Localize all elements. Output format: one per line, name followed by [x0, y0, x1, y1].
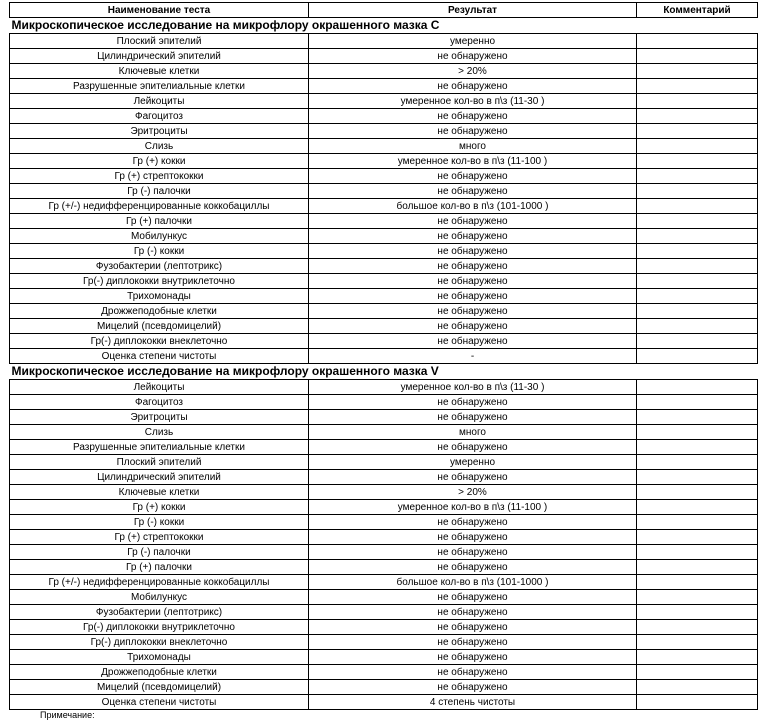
table-row [10, 154, 758, 169]
result-cell: не обнаружено [309, 169, 637, 184]
result-cell: не обнаружено [309, 545, 637, 560]
section-title: Микроскопическое исследование на микрофлору окрашенного мазка V [10, 364, 758, 380]
table-row [10, 124, 758, 139]
table-row [10, 79, 758, 94]
table-row [10, 94, 758, 109]
comment-cell [637, 109, 758, 124]
test-name-cell: Гр(-) диплококки внеклеточно [10, 334, 309, 349]
comment-cell [637, 395, 758, 410]
test-name-cell: Трихомонады [10, 289, 309, 304]
table-row [10, 665, 758, 680]
result-cell: не обнаружено [309, 440, 637, 455]
result-cell: не обнаружено [309, 590, 637, 605]
result-cell: не обнаружено [309, 530, 637, 545]
result-cell: умеренное кол-во в п\з (11-30 ) [309, 94, 637, 109]
header-result: Результат [309, 3, 637, 18]
test-name-cell: Цилиндрический эпителий [10, 470, 309, 485]
result-cell: не обнаружено [309, 605, 637, 620]
table-row [10, 395, 758, 410]
result-cell: не обнаружено [309, 304, 637, 319]
test-name-cell: Слизь [10, 425, 309, 440]
table-row [10, 259, 758, 274]
result-cell: не обнаружено [309, 319, 637, 334]
test-name-cell: Ключевые клетки [10, 64, 309, 79]
result-cell: не обнаружено [309, 244, 637, 259]
test-name-cell: Ключевые клетки [10, 485, 309, 500]
result-cell: не обнаружено [309, 184, 637, 199]
result-cell: умеренно [309, 455, 637, 470]
test-name-cell: Разрушенные эпителиальные клетки [10, 79, 309, 94]
comment-cell [637, 470, 758, 485]
test-name-cell: Оценка степени чистоты [10, 349, 309, 364]
table-row [10, 289, 758, 304]
result-cell: не обнаружено [309, 124, 637, 139]
test-name-cell: Эритроциты [10, 124, 309, 139]
test-name-cell: Гр(-) диплококки внутриклеточно [10, 620, 309, 635]
test-name-cell: Гр (+) стрептококки [10, 169, 309, 184]
comment-cell [637, 334, 758, 349]
table-row [10, 34, 758, 49]
result-cell: много [309, 425, 637, 440]
result-cell: не обнаружено [309, 410, 637, 425]
comment-cell [637, 425, 758, 440]
table-row [10, 575, 758, 590]
test-name-cell: Гр (+) палочки [10, 560, 309, 575]
table-row [10, 500, 758, 515]
test-name-cell: Гр (+) палочки [10, 214, 309, 229]
table-row [10, 620, 758, 635]
comment-cell [637, 575, 758, 590]
comment-cell [637, 244, 758, 259]
test-name-cell: Разрушенные эпителиальные клетки [10, 440, 309, 455]
table-row [10, 169, 758, 184]
result-cell: большое кол-во в п\з (101-1000 ) [309, 199, 637, 214]
table-row [10, 515, 758, 530]
table-row [10, 695, 758, 710]
test-name-cell: Гр(-) диплококки внеклеточно [10, 635, 309, 650]
result-cell: умеренное кол-во в п\з (11-30 ) [309, 380, 637, 395]
comment-cell [637, 680, 758, 695]
result-cell: не обнаружено [309, 79, 637, 94]
result-cell: не обнаружено [309, 395, 637, 410]
test-name-cell: Гр (-) кокки [10, 515, 309, 530]
comment-cell [637, 184, 758, 199]
table-row [10, 470, 758, 485]
comment-cell [637, 154, 758, 169]
test-name-cell: Лейкоциты [10, 380, 309, 395]
table-row [10, 349, 758, 364]
result-cell: не обнаружено [309, 635, 637, 650]
comment-cell [637, 500, 758, 515]
comment-cell [637, 635, 758, 650]
section-title: Микроскопическое исследование на микрофлору окрашенного мазка C [10, 18, 758, 34]
comment-cell [637, 485, 758, 500]
test-name-cell: Дрожжеподобные клетки [10, 665, 309, 680]
test-name-cell: Фагоцитоз [10, 109, 309, 124]
test-name-cell: Мобилункус [10, 590, 309, 605]
table-row [10, 425, 758, 440]
comment-cell [637, 49, 758, 64]
table-row [10, 635, 758, 650]
result-cell: не обнаружено [309, 680, 637, 695]
lab-results-table [9, 2, 758, 710]
comment-cell [637, 349, 758, 364]
table-row [10, 530, 758, 545]
result-cell: не обнаружено [309, 650, 637, 665]
comment-cell [637, 259, 758, 274]
comment-cell [637, 455, 758, 470]
test-name-cell: Мобилункус [10, 229, 309, 244]
table-row [10, 605, 758, 620]
result-cell: не обнаружено [309, 620, 637, 635]
table-row [10, 244, 758, 259]
header-row [10, 3, 758, 18]
table-row [10, 139, 758, 154]
test-name-cell: Гр (-) палочки [10, 545, 309, 560]
comment-cell [637, 274, 758, 289]
table-row [10, 334, 758, 349]
result-cell: не обнаружено [309, 274, 637, 289]
header-comment: Комментарий [637, 3, 758, 18]
results-body [10, 18, 758, 710]
test-name-cell: Плоский эпителий [10, 34, 309, 49]
table-row [10, 545, 758, 560]
test-name-cell: Дрожжеподобные клетки [10, 304, 309, 319]
comment-cell [637, 620, 758, 635]
table-row [10, 680, 758, 695]
result-cell: не обнаружено [309, 289, 637, 304]
test-name-cell: Мицелий (псевдомицелий) [10, 319, 309, 334]
test-name-cell: Фузобактерии (лептотрикс) [10, 259, 309, 274]
comment-cell [637, 229, 758, 244]
result-cell: не обнаружено [309, 49, 637, 64]
test-name-cell: Гр (+) кокки [10, 154, 309, 169]
comment-cell [637, 560, 758, 575]
result-cell: > 20% [309, 485, 637, 500]
note-label: Примечание: [40, 710, 95, 720]
test-name-cell: Гр (+) стрептококки [10, 530, 309, 545]
table-row [10, 440, 758, 455]
comment-cell [637, 79, 758, 94]
table-row [10, 199, 758, 214]
table-row [10, 304, 758, 319]
test-name-cell: Гр (-) кокки [10, 244, 309, 259]
result-cell: не обнаружено [309, 334, 637, 349]
table-row [10, 410, 758, 425]
test-name-cell: Гр (-) палочки [10, 184, 309, 199]
test-name-cell: Гр (+/-) недифференцированные коккобациллы [10, 575, 309, 590]
comment-cell [637, 605, 758, 620]
comment-cell [637, 34, 758, 49]
test-name-cell: Гр (+) кокки [10, 500, 309, 515]
test-name-cell: Фагоцитоз [10, 395, 309, 410]
comment-cell [637, 530, 758, 545]
test-name-cell: Фузобактерии (лептотрикс) [10, 605, 309, 620]
test-name-cell: Трихомонады [10, 650, 309, 665]
header-test-name: Наименование теста [10, 3, 309, 18]
comment-cell [637, 380, 758, 395]
comment-cell [637, 289, 758, 304]
comment-cell [637, 304, 758, 319]
comment-cell [637, 590, 758, 605]
comment-cell [637, 665, 758, 680]
comment-cell [637, 139, 758, 154]
result-cell: не обнаружено [309, 665, 637, 680]
table-row [10, 319, 758, 334]
test-name-cell: Цилиндрический эпителий [10, 49, 309, 64]
result-cell: много [309, 139, 637, 154]
comment-cell [637, 545, 758, 560]
table-row [10, 214, 758, 229]
comment-cell [637, 440, 758, 455]
table-row [10, 560, 758, 575]
result-cell: не обнаружено [309, 470, 637, 485]
result-cell: > 20% [309, 64, 637, 79]
result-cell: не обнаружено [309, 109, 637, 124]
test-name-cell: Гр (+/-) недифференцированные коккобациллы [10, 199, 309, 214]
comment-cell [637, 515, 758, 530]
test-name-cell: Оценка степени чистоты [10, 695, 309, 710]
comment-cell [637, 650, 758, 665]
comment-cell [637, 410, 758, 425]
table-row [10, 485, 758, 500]
table-row [10, 274, 758, 289]
comment-cell [637, 695, 758, 710]
comment-cell [637, 64, 758, 79]
comment-cell [637, 124, 758, 139]
table-row [10, 455, 758, 470]
result-cell: 4 степень чистоты [309, 695, 637, 710]
comment-cell [637, 169, 758, 184]
result-cell: большое кол-во в п\з (101-1000 ) [309, 575, 637, 590]
test-name-cell: Слизь [10, 139, 309, 154]
test-name-cell: Гр(-) диплококки внутриклеточно [10, 274, 309, 289]
comment-cell [637, 319, 758, 334]
table-row [10, 64, 758, 79]
table-row [10, 590, 758, 605]
result-cell: - [309, 349, 637, 364]
result-cell: умеренное кол-во в п\з (11-100 ) [309, 500, 637, 515]
test-name-cell: Эритроциты [10, 410, 309, 425]
result-cell: не обнаружено [309, 214, 637, 229]
comment-cell [637, 214, 758, 229]
result-cell: не обнаружено [309, 560, 637, 575]
table-row [10, 380, 758, 395]
result-cell: умеренное кол-во в п\з (11-100 ) [309, 154, 637, 169]
table-row [10, 109, 758, 124]
result-cell: не обнаружено [309, 229, 637, 244]
result-cell: не обнаружено [309, 259, 637, 274]
table-row [10, 229, 758, 244]
table-row [10, 650, 758, 665]
comment-cell [637, 94, 758, 109]
table-row [10, 184, 758, 199]
test-name-cell: Лейкоциты [10, 94, 309, 109]
comment-cell [637, 199, 758, 214]
test-name-cell: Мицелий (псевдомицелий) [10, 680, 309, 695]
table-row [10, 49, 758, 64]
test-name-cell: Плоский эпителий [10, 455, 309, 470]
section-header [10, 18, 758, 34]
result-cell: не обнаружено [309, 515, 637, 530]
result-cell: умеренно [309, 34, 637, 49]
section-header [10, 364, 758, 380]
